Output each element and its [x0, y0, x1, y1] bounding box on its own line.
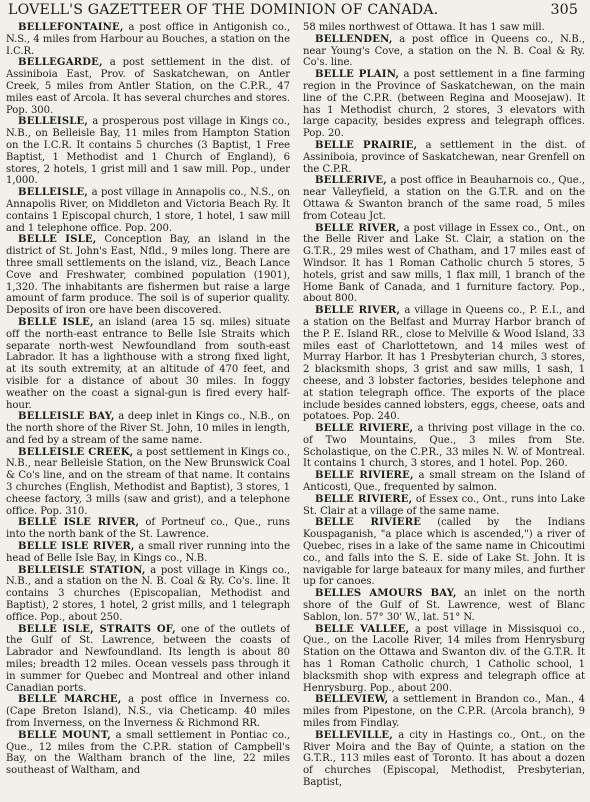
- gazetteer-entry: [303, 624, 585, 695]
- entry-text: a small stream on the Island of Anticosti, Que., frequented by salmon.: [303, 470, 585, 494]
- gazetteer-entry: [6, 624, 290, 695]
- entry-text: a post settlement in Kings co., N.B., near Belleisle Station, on the New Brunswick Coal & Co's line, and on the stream of that name. It contains 3 churches (English, Methodist and Baptist), 3 stores, 1 cheese factory, 3 mills (saw and grist), and a telephone office. Pop. 310.: [6, 446, 290, 517]
- entry-text: a post village in Missisquoi co., Que., on the Lacolle River, 14 miles from Henrysburg Station on the Ottawa and Swanton div. of the G.T.R. It has 1 Roman Catholic church, 1 Catholic school, 1 blacksmith shop with express and telegraph office at Henrysburg. Pop., about 200.: [303, 623, 585, 694]
- entry-headword: BELLE MARCHE,: [18, 694, 122, 706]
- entry-text: a city in Hastings co., Ont., on the River Moira and the Bay of Quinte, a station on the G.T.R., 113 miles east of Toronto. It has about a dozen of churches (Episcopal, Methodist, Presbyterian, Baptist,: [303, 729, 585, 788]
- gazetteer-entry: [6, 116, 290, 187]
- gazetteer-entry: [303, 694, 585, 729]
- entry-headword: BELLE PRAIRIE,: [315, 139, 418, 151]
- gazetteer-entry: [6, 234, 290, 317]
- entry-headword: BELLEVIEW,: [315, 694, 389, 706]
- entry-text: (called by the Indians Kouspaganish, "a place which is ascended,") a river of Quebec, rises in a lake of the same name in Chicoutimi co., and falls into the S. E. side of Lake St. John. It is navigable for large bateaux for many miles, and further up for canoes.: [303, 517, 585, 588]
- entry-headword: BELLENDEN,: [315, 33, 393, 45]
- entry-headword: BELLE RIVIERE: [315, 517, 422, 529]
- entry-headword: BELLE RIVIERE,: [315, 493, 413, 505]
- entry-text: a settlement in the dist. of Assiniboia, province of Saskatchewan, near Grenfell on the C.P.R.: [303, 139, 585, 175]
- gazetteer-entry: [6, 565, 290, 624]
- entry-headword: BELLEISLE,: [18, 116, 89, 128]
- entry-headword: BELLE RIVER,: [315, 305, 401, 317]
- entry-text: a small settlement in Pontiac co., Que., 12 miles from the C.P.R. station of Campbell's Bay, on the Waltham branch of the line, 22 miles southeast of Waltham, and: [6, 729, 290, 777]
- entry-headword: BELLEISLE BAY,: [18, 411, 115, 423]
- entry-text: a post village in Essex co., Ont., on the Belle River and Lake St. Clair, a station on the G.T.R., 29 miles west of Chatham, and 17 miles east of Windsor. It has 1 Roman Catholic church 5 stores, 5 hotels, grist and saw mills, 1 flax mill, 1 branch of the Home Bank of Canada, and 1 furniture factory. Pop., about 800.: [303, 222, 585, 305]
- entry-headword: BELLEVILLE,: [315, 729, 393, 741]
- gazetteer-entry: [303, 517, 585, 588]
- entry-text: a post office in Inverness co. (Cape Breton Island), N.S., via Cheticamp. 40 miles from Inverness, on the Inverness & Richmond RR.: [6, 694, 290, 730]
- gazetteer-entry: [6, 541, 290, 565]
- gazetteer-entry: [303, 140, 585, 175]
- gazetteer-entry: [303, 730, 585, 789]
- entry-text: a post village in Kings co., N.B., and a station on the N. B. Coal & Ry. Co's. line. It contains 3 churches (Episcopalian, Methodist and Baptist), 2 stores, 1 hotel, 2 grist mills, and 1 telegraph office. Pop., about 250.: [6, 564, 290, 623]
- entry-text: a thriving post village in the co. of Two Mountains, Que., 3 miles from Ste. Scholastique, on the C.P.R., 33 miles N. W. of Montreal. It contains 1 church, 3 stores, and 1 hotel. Pop. 260.: [303, 423, 585, 470]
- right-column: [303, 22, 585, 800]
- gazetteer-entry: [303, 423, 585, 470]
- entry-text: a post office in Beauharnois co., Que., near Valleyfield, a station on the G.T.R. and on the Ottawa & Swanton branch of the same road, 5 miles from Coteau Jct.: [303, 175, 585, 222]
- gazetteer-entry: [6, 517, 290, 541]
- gazetteer-entry: [303, 69, 585, 140]
- gazetteer-entry: [6, 694, 290, 729]
- entry-headword: BELLE ISLE RIVER,: [18, 541, 135, 553]
- entry-text: of Portneuf co., Que., runs into the north bank of the St. Lawrence.: [6, 517, 290, 541]
- entry-text: a deep inlet in Kings co., N.B., on the north shore of the River St. John, 10 miles in length, and fed by a stream of the same name.: [6, 411, 290, 446]
- entry-text: a prosperous post village in Kings co., N.B., on Belleisle Bay, 11 miles from Hampton Station on the I.C.R. It contains 5 churches (3 Baptist, 1 Free Baptist, 1 Methodist and 1 Church of England), 6 stores, 2 hotels, 1 grist mill and 1 saw mill. Pop., under 1,000.: [6, 116, 290, 187]
- entry-text: a post village in Annapolis co., N.S., on Annapolis River, on Middleton and Victoria Beach Ry. It contains 1 Episcopal church, 1 store, 1 hotel, 1 saw mill and 1 telephone office. Pop. 200.: [6, 187, 290, 234]
- left-column: [6, 22, 290, 800]
- entry-headword: BELLE RIVER,: [315, 222, 400, 234]
- gazetteer-entry: [6, 57, 290, 116]
- entry-headword: BELLEISLE STATION,: [18, 564, 146, 576]
- gazetteer-entry: [6, 447, 290, 518]
- entry-headword: BELLEISLE,: [18, 187, 89, 199]
- entry-text: an inlet on the north shore of the Gulf of St. Lawrence, west of Blanc Sablon, lon. 57° 30' W., lat. 51° N.: [303, 588, 585, 623]
- gazetteer-entry: [303, 305, 585, 423]
- entry-headword: BELLERIVE,: [315, 175, 387, 187]
- entry-headword: BELLEFONTAINE,: [18, 22, 124, 33]
- gazetteer-entry: [303, 22, 585, 34]
- entry-text: Conception Bay, an island in the district of St. John's East, Nfld., 9 miles long. There are three small settlements on the island, viz., Beach Lance Cove and Freshwater, combined population (1901), 1,320. The inhabitants are fishermen but raise a large amount of farm produce. The soil is of superior quality. Deposits of iron ore have been discovered.: [6, 234, 290, 317]
- entry-text: a village in Queens co., P. E.I., and a station on the Belfast and Murray Harbor branch of the P. E. Island RR., close to Melville & Wood Island, 33 miles east of Charlottetown, and 14 miles west of Murray Harbor. It has 1 Presbyterian church, 3 stores, 2 blacksmith shops, 3 grist and saw mills, 1 sash, 1 cheese, and 3 lobster factories, besides telephone and at station telegraph office. The exports of the place include besides canned lobsters, eggs, cheese, oats and potatoes. Pop. 240.: [303, 305, 585, 423]
- entry-headword: BELLE ISLE,: [18, 316, 94, 328]
- gazetteer-entry: [303, 470, 585, 494]
- gazetteer-entry: [6, 22, 290, 57]
- entry-headword: BELLE RIVIERE,: [315, 470, 414, 482]
- entry-headword: BELLE VALLEE,: [315, 623, 410, 635]
- gazetteer-entry: [6, 411, 290, 446]
- gazetteer-entry: [6, 730, 290, 777]
- entry-headword: BELLEGARDE,: [18, 57, 103, 69]
- entry-headword: BELLE ISLE,: [18, 234, 97, 246]
- entry-text: a post office in Antigonish co., N.S., 4 miles from Harbour au Bouches, a station on the I.C.R.: [6, 22, 290, 57]
- entry-headword: BELLE ISLE RIVER,: [18, 517, 140, 529]
- running-title: LOVELL'S GAZETTEER OF THE DOMINION OF CANADA.: [8, 2, 439, 18]
- entry-headword: BELLE MOUNT,: [18, 729, 111, 741]
- gazetteer-entry: [303, 494, 585, 518]
- entry-headword: BELLE RIVIERE,: [315, 423, 414, 435]
- gazetteer-entry: [303, 588, 585, 623]
- gazetteer-entry: [303, 175, 585, 222]
- gazetteer-entry: [6, 187, 290, 234]
- entry-text: of Essex co., Ont., runs into Lake St. Clair at a village of the same name.: [303, 493, 585, 517]
- entry-headword: BELLES AMOURS BAY,: [315, 588, 457, 600]
- entry-headword: BELLEISLE CREEK,: [18, 446, 134, 458]
- entry-text: a small river running into the head of Belle Isle Bay, in Kings co., N.B.: [6, 541, 290, 564]
- gazetteer-entry: [6, 317, 290, 411]
- entry-text: a post settlement in a fine farming region in the Province of Saskatchewan, on the main line of the C.P.R. (between Regina and Moosejaw). It has 1 Methodist church, 2 stores, 3 elevators with large capacity, besides express and telegraph offices. Pop. 20.: [303, 69, 585, 140]
- entry-text: one of the outlets of the Gulf of St. Lawrence, between the coasts of Labrador and Newfoundland. Its length is about 80 miles; breadth 12 miles. Ocean vessels pass through it in summer for Quebec and Montreal and other inland Canadian ports.: [6, 623, 290, 694]
- entry-headword: BELLE PLAIN,: [315, 69, 400, 81]
- entry-text: a post settlement in the dist. of Assiniboia East, Prov. of Saskatchewan, on Antler Creek, 5 miles from Antler Station, on the C.P.R., 47 miles east of Arcola. It has several churches and stores. Pop. 300.: [6, 57, 290, 116]
- entry-text: a settlement in Brandon co., Man., 4 miles from Pipestone, on the C.P.R. (Arcola branch), 9 miles from Findlay.: [303, 694, 585, 730]
- page-header: [0, 0, 590, 22]
- gazetteer-entry: [303, 223, 585, 306]
- entry-text: a post office in Queens co., N.B., near Young's Cove, a station on the N. B. Coal & Ry. Co's. line.: [303, 33, 585, 69]
- entry-text: 58 miles northwest of Ottawa. It has 1 saw mill.: [303, 22, 545, 33]
- gazetteer-entry: [303, 34, 585, 69]
- entry-text: an island (area 15 sq. miles) situate off the north-east entrance to Belle Isle Straits which separate north-west Newfoundland from south-east Labrador. It has a lighthouse with a strong fixed light, at its south extremity, at an altitude of 470 feet, and visible for a distance of about 30 miles. In foggy weather on the coast a signal-gun is fired every half-hour.: [6, 316, 290, 411]
- page-number: 305: [550, 2, 578, 18]
- entry-headword: BELLE ISLE, STRAITS OF,: [18, 623, 176, 635]
